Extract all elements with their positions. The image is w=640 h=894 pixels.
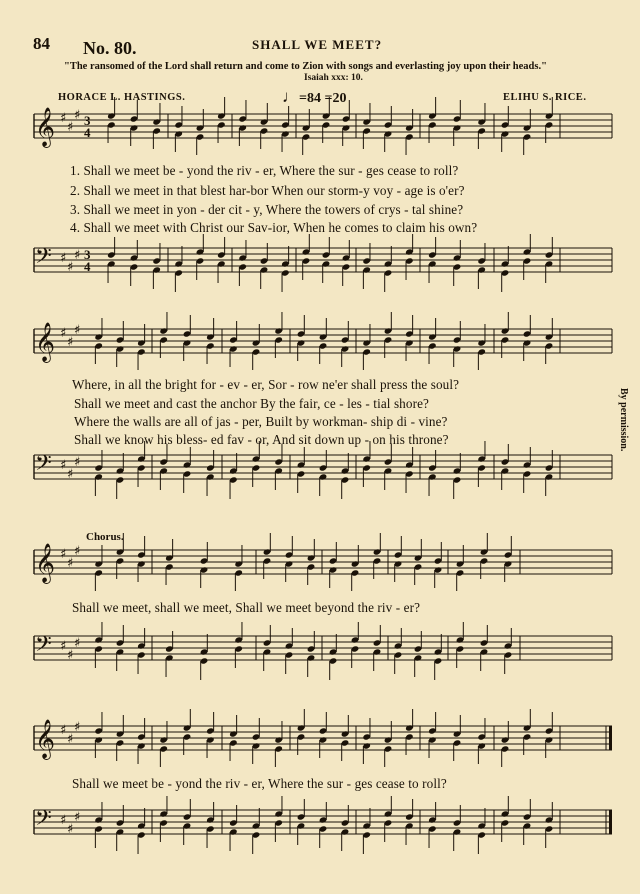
- tempo-value: =84 =20: [299, 91, 347, 106]
- final-barline: [609, 726, 612, 750]
- sharp-icon: ♯: [60, 111, 67, 126]
- composer-credit: HORACE L. HASTINGS.: [58, 92, 186, 103]
- hymn-title: SHALL WE MEET?: [252, 37, 383, 52]
- sharp-icon: ♯: [67, 822, 74, 837]
- sharp-icon: ♯: [74, 544, 81, 559]
- chorus-line-2: Shall we meet be - yond the riv - er, Where the sur - ges cease to roll?: [72, 776, 447, 791]
- verse-1-line-b: Where, in all the bright for - ev - er, Sor - row ne'er shall press the soul?: [72, 377, 460, 392]
- sharp-icon: ♯: [67, 556, 74, 571]
- verse-2-line-a: 2. Shall we meet in that blest har-bor When our storm-y voy - age is o'er?: [70, 183, 465, 198]
- sharp-icon: ♯: [74, 720, 81, 735]
- sharp-icon: ♯: [60, 813, 67, 828]
- verse-1-line-a: 1. Shall we meet be - yond the riv - er, Where the sur - ges cease to roll?: [70, 163, 459, 178]
- verse-3-line-a: 3. Shall we meet in yon - der cit - y, Where the towers of crys - tal shine?: [70, 202, 464, 217]
- time-signature-bottom: 4: [84, 259, 91, 274]
- chorus-label: Chorus.: [86, 531, 124, 543]
- permission-note: By permission.: [618, 388, 629, 452]
- bass-clef-icon: 𝄢: [35, 451, 52, 481]
- treble-clef-icon: 𝄞: [35, 543, 56, 583]
- time-signature-top: 3: [84, 247, 91, 262]
- treble-clef-icon: 𝄞: [35, 107, 56, 147]
- sharp-icon: ♯: [74, 108, 81, 123]
- chorus-line-1: Shall we meet, shall we meet, Shall we meet beyond the riv - er?: [72, 600, 421, 615]
- sharp-icon: ♯: [67, 260, 74, 275]
- sharp-icon: ♯: [67, 648, 74, 663]
- sharp-icon: ♯: [60, 723, 67, 738]
- bass-clef-icon: 𝄢: [35, 806, 52, 836]
- sharp-icon: ♯: [74, 455, 81, 470]
- sharp-icon: ♯: [60, 458, 67, 473]
- verse-4-line-b: Shall we know his bless- ed fav - or, And sit down up - on his throne?: [74, 432, 449, 447]
- verse-3-line-b: Where the walls are all of jas - per, Built by workman- ship di - vine?: [74, 414, 448, 429]
- sharp-icon: ♯: [67, 732, 74, 747]
- verse-4-line-a: 4. Shall we meet with Christ our Sav-ior, When he comes to claim his own?: [70, 220, 478, 235]
- time-signature-top: 3: [84, 113, 91, 128]
- sharp-icon: ♯: [60, 251, 67, 266]
- time-signature-bottom: 4: [84, 125, 91, 140]
- sharp-icon: ♯: [67, 335, 74, 350]
- hymn-number: No. 80.: [83, 38, 137, 58]
- sharp-icon: ♯: [74, 248, 81, 263]
- sharp-icon: ♯: [67, 467, 74, 482]
- epigraph: "The ransomed of the Lord shall return and come to Zion with songs and everlasting joy upon their heads.": [64, 61, 547, 72]
- scripture-citation: Isaiah xxx: 10.: [304, 73, 363, 83]
- author-credit: ELIHU S. RICE.: [503, 92, 587, 103]
- treble-clef-icon: 𝄞: [35, 719, 56, 759]
- sharp-icon: ♯: [60, 326, 67, 341]
- bass-clef-icon: 𝄢: [35, 244, 52, 274]
- sharp-icon: ♯: [74, 323, 81, 338]
- page-number: 84: [33, 34, 50, 53]
- bass-clef-icon: 𝄢: [35, 632, 52, 662]
- sharp-icon: ♯: [74, 636, 81, 651]
- sharp-icon: ♯: [67, 120, 74, 135]
- final-barline: [609, 810, 612, 834]
- sharp-icon: ♯: [60, 639, 67, 654]
- sharp-icon: ♯: [74, 810, 81, 825]
- verse-2-line-b: Shall we meet and cast the anchor By the fair, ce - les - tial shore?: [74, 396, 429, 411]
- quarter-note-icon: ♩: [282, 87, 299, 106]
- treble-clef-icon: 𝄞: [35, 322, 56, 362]
- sharp-icon: ♯: [60, 547, 67, 562]
